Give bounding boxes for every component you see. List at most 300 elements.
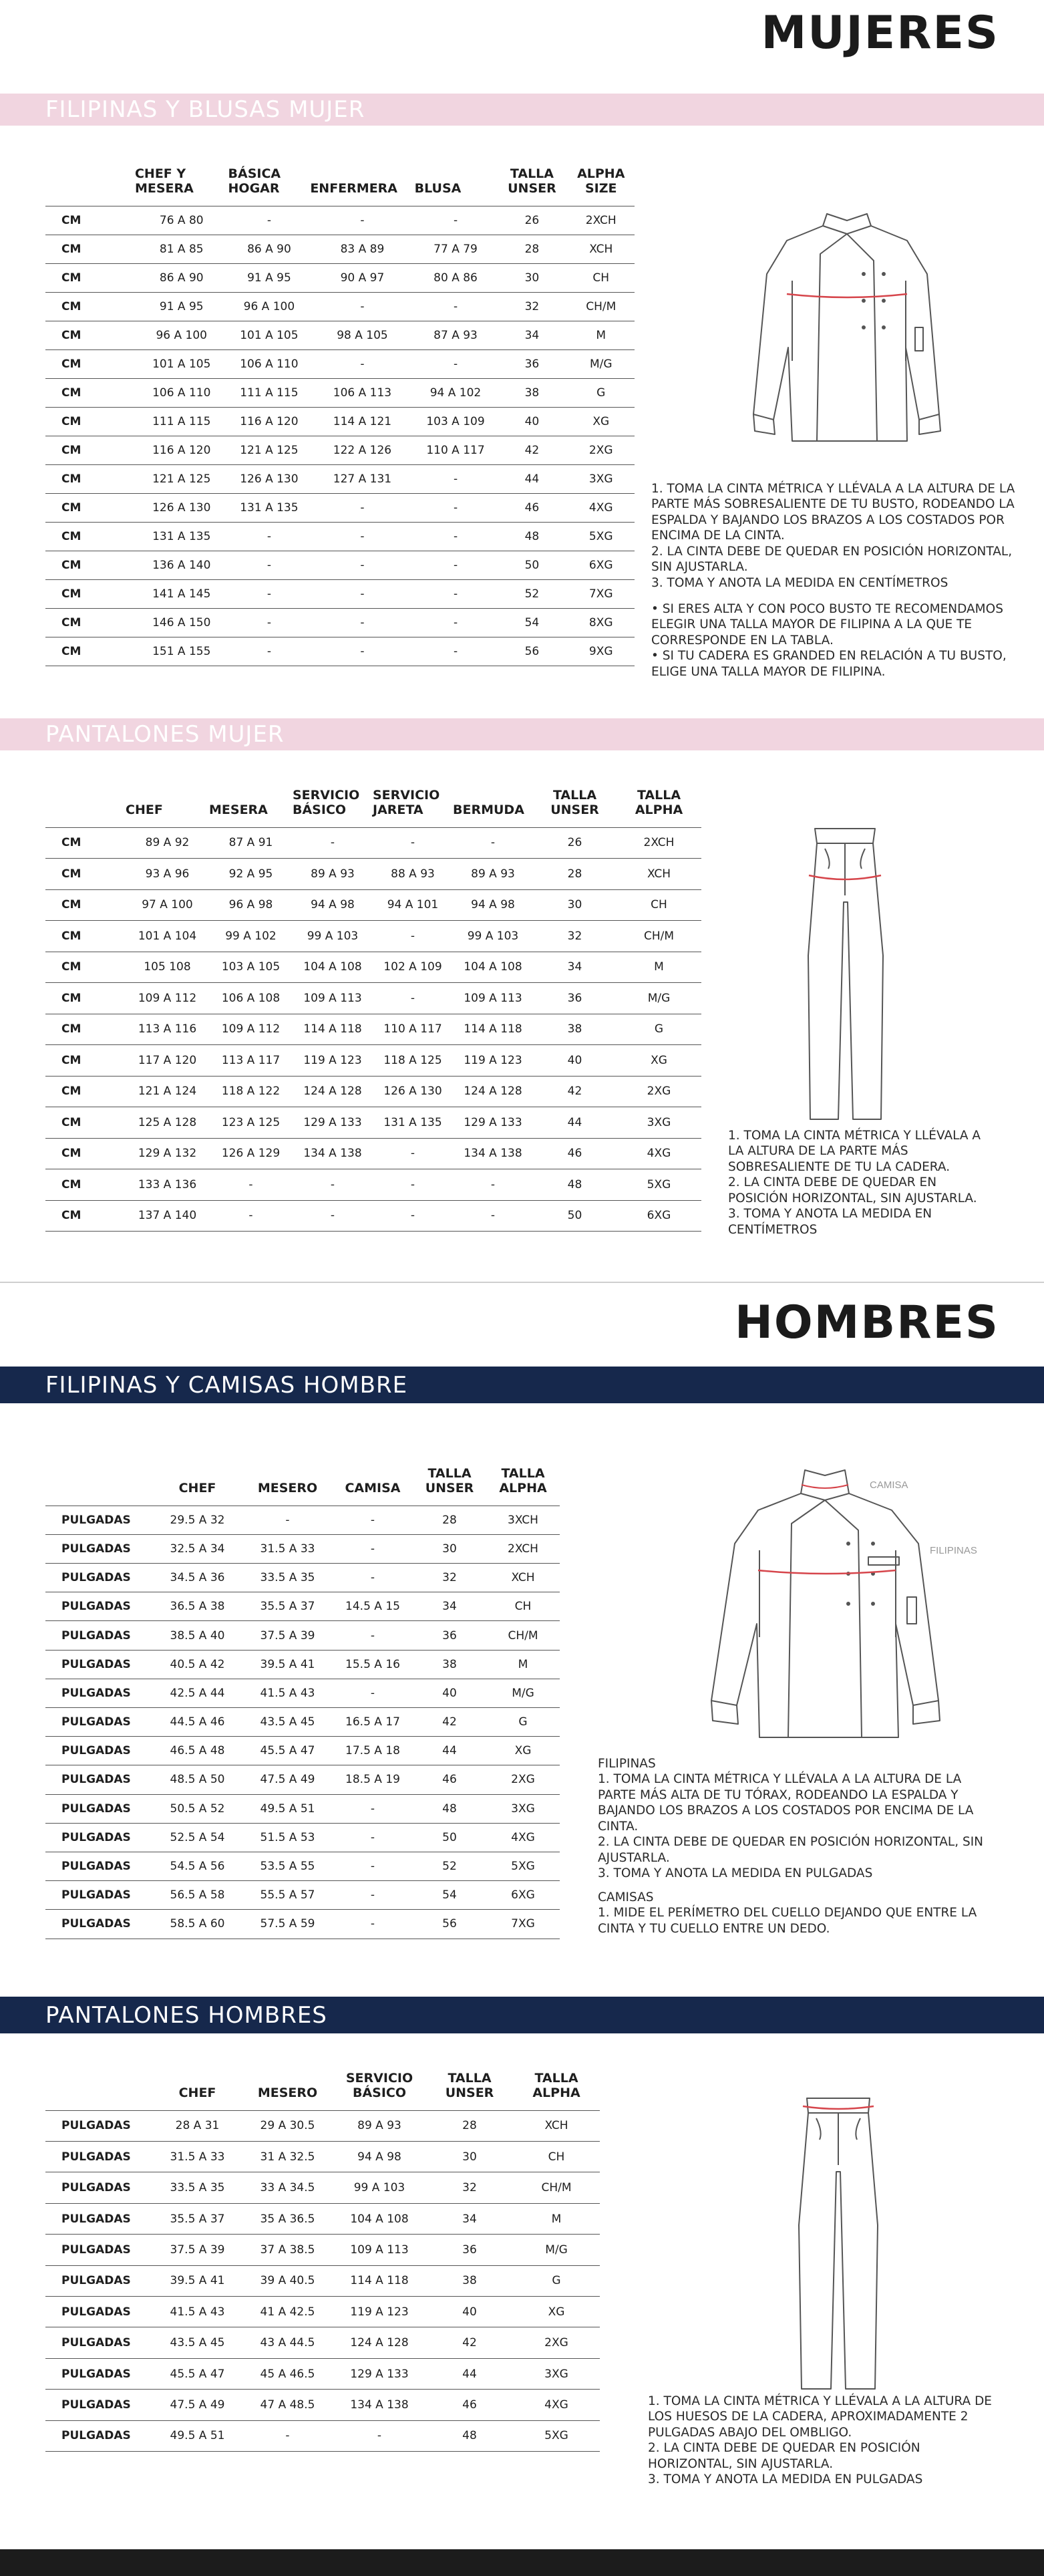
size-cell: 50 <box>413 1823 486 1852</box>
size-cell: 114 A 118 <box>293 1014 373 1045</box>
size-cell: 52 <box>413 1852 486 1880</box>
size-cell: - <box>310 349 414 378</box>
unit-cell: CM <box>45 292 135 321</box>
table-row <box>45 263 635 292</box>
unit-cell: PULGADAS <box>45 1794 152 1823</box>
table-header-row <box>45 2071 600 2110</box>
size-cell: 41 A 42.5 <box>242 2297 333 2327</box>
column-header: TALLA UNSER <box>425 1466 474 1495</box>
column-header <box>45 2071 152 2110</box>
unit-cell: PULGADAS <box>45 1650 152 1679</box>
unit-cell: CM <box>45 263 135 292</box>
size-cell: 6XG <box>617 1200 701 1232</box>
size-cell: 109 A 113 <box>453 983 533 1014</box>
size-cell: 54.5 A 56 <box>152 1852 242 1880</box>
pants-men-illustration <box>788 2092 888 2399</box>
table-row <box>45 436 635 464</box>
size-cell: 39 A 40.5 <box>242 2265 333 2296</box>
size-cell: - <box>228 522 311 551</box>
table-header-row <box>45 167 635 206</box>
size-cell: CH <box>567 263 635 292</box>
band-filipinas-blusas-mujer: FILIPINAS Y BLUSAS MUJER <box>0 94 1044 126</box>
size-cell: 31.5 A 33 <box>152 2142 242 2172</box>
size-cell: 99 A 103 <box>333 2172 426 2203</box>
size-cell: 28 <box>413 1506 486 1534</box>
size-cell: 52.5 A 54 <box>152 1823 242 1852</box>
size-cell: - <box>310 579 414 608</box>
column-header: MESERO <box>257 1480 318 1495</box>
size-cell: 42 <box>533 1076 617 1107</box>
unit-cell: PULGADAS <box>45 1910 152 1939</box>
size-cell: 54 <box>413 1881 486 1910</box>
table-row <box>45 859 701 890</box>
size-cell: 41.5 A 43 <box>152 2297 242 2327</box>
size-cell: 117 A 120 <box>126 1045 209 1077</box>
size-cell: 93 A 96 <box>126 859 209 890</box>
size-cell: 43.5 A 45 <box>152 2327 242 2358</box>
size-cell: 3XG <box>567 464 635 493</box>
column-header <box>45 167 135 206</box>
unit-cell: CM <box>45 436 135 464</box>
column-header: TALLA UNSER <box>508 166 556 196</box>
size-cell: 129 A 133 <box>293 1107 373 1139</box>
size-cell: 94 A 101 <box>373 889 453 921</box>
table-row <box>45 407 635 436</box>
size-cell: 42.5 A 44 <box>152 1679 242 1707</box>
size-cell: 131 A 135 <box>135 522 228 551</box>
table-row <box>45 1076 701 1107</box>
size-cell: CH/M <box>513 2172 600 2203</box>
table-row <box>45 1107 701 1139</box>
size-cell: 111 A 115 <box>228 378 311 407</box>
size-cell: CH <box>617 889 701 921</box>
size-cell: 94 A 98 <box>293 889 373 921</box>
size-cell: 2XG <box>486 1765 560 1794</box>
size-cell: 14.5 A 15 <box>333 1592 413 1621</box>
unit-cell: CM <box>45 206 135 235</box>
size-cell: 119 A 123 <box>453 1045 533 1077</box>
unit-cell: CM <box>45 1076 126 1107</box>
size-cell: 121 A 125 <box>135 464 228 493</box>
size-cell: 109 A 113 <box>293 983 373 1014</box>
size-cell: 126 A 129 <box>209 1138 293 1169</box>
size-cell: - <box>373 1169 453 1201</box>
size-cell: 44 <box>413 1737 486 1765</box>
unit-cell: PULGADAS <box>45 2265 152 2296</box>
column-header: SERVICIO JARETA <box>373 788 440 817</box>
size-cell: 146 A 150 <box>135 608 228 637</box>
table-row <box>45 579 635 608</box>
size-cell: - <box>415 292 497 321</box>
size-cell: 39.5 A 41 <box>242 1650 333 1679</box>
size-cell: 40 <box>496 407 567 436</box>
size-cell: 3XG <box>486 1794 560 1823</box>
table-row <box>45 1138 701 1169</box>
size-cell: CH <box>486 1592 560 1621</box>
size-cell: 109 A 113 <box>333 2235 426 2265</box>
size-cell: - <box>415 551 497 579</box>
unit-cell: PULGADAS <box>45 2235 152 2265</box>
size-cell: 141 A 145 <box>135 579 228 608</box>
size-cell: 42 <box>496 436 567 464</box>
instructions-camisas-hombre: FILIPINAS 1. TOMA LA CINTA MÉTRICA Y LLÉVALA A LA ALTURA DE LA PARTE MÁS ALTA DE TU TÓRAX, RODEANDO LA ESPALDA Y BAJANDO LOS BRAZOS A LOS COSTADOS POR ENCIMA DE LA CINTA. 2. LA CINTA DEBE DE QUEDAR EN POSICIÓN HORIZONTAL, SIN AJUSTARLA. 3. TOMA Y ANOTA LA MEDIDA EN PULGADAS <box>598 1757 983 1881</box>
size-cell: 96 A 100 <box>228 292 311 321</box>
size-cell: 98 A 105 <box>310 321 414 349</box>
table-row <box>45 1534 560 1563</box>
size-cell: XCH <box>567 235 635 263</box>
unit-cell: CM <box>45 1107 126 1139</box>
size-cell: M <box>617 952 701 983</box>
size-cell: - <box>310 551 414 579</box>
size-cell: - <box>333 2420 426 2451</box>
size-cell: 110 A 117 <box>373 1014 453 1045</box>
size-cell: - <box>310 493 414 522</box>
size-cell: 58.5 A 60 <box>152 1910 242 1939</box>
size-cell: XG <box>567 407 635 436</box>
size-cell: 32 <box>426 2172 513 2203</box>
size-cell: 89 A 92 <box>126 827 209 859</box>
size-cell: 126 A 130 <box>135 493 228 522</box>
size-cell: - <box>228 579 311 608</box>
size-cell: 4XG <box>513 2390 600 2420</box>
size-cell: 29 A 30.5 <box>242 2110 333 2141</box>
size-cell: - <box>310 637 414 666</box>
size-cell: 30 <box>426 2142 513 2172</box>
size-cell: 3XG <box>513 2358 600 2389</box>
size-cell: 35 A 36.5 <box>242 2203 333 2234</box>
table-row <box>45 551 635 579</box>
unit-cell: CM <box>45 235 135 263</box>
size-cell: 89 A 93 <box>453 859 533 890</box>
table-row <box>45 2203 600 2234</box>
size-cell: - <box>310 292 414 321</box>
chef-jacket-men-icon <box>698 1463 952 1744</box>
size-cell: 34.5 A 36 <box>152 1564 242 1592</box>
size-cell: 4XG <box>486 1823 560 1852</box>
size-cell: 43.5 A 45 <box>242 1708 333 1737</box>
size-cell: - <box>415 493 497 522</box>
unit-cell: PULGADAS <box>45 2203 152 2234</box>
size-cell: 125 A 128 <box>126 1107 209 1139</box>
size-cell: XCH <box>513 2110 600 2141</box>
size-cell: - <box>415 608 497 637</box>
size-cell: 28 <box>496 235 567 263</box>
table-row <box>45 608 635 637</box>
column-header <box>45 789 126 827</box>
size-cell: 49.5 A 51 <box>242 1794 333 1823</box>
size-cell: 26 <box>533 827 617 859</box>
size-cell: M/G <box>617 983 701 1014</box>
size-cell: 55.5 A 57 <box>242 1881 333 1910</box>
size-cell: 5XG <box>486 1852 560 1880</box>
size-cell: CH/M <box>567 292 635 321</box>
size-cell: 31 A 32.5 <box>242 2142 333 2172</box>
table-row <box>45 206 635 235</box>
size-cell: 134 A 138 <box>453 1138 533 1169</box>
size-cell: 28 A 31 <box>152 2110 242 2141</box>
size-cell: - <box>373 1138 453 1169</box>
column-header: TALLA ALPHA <box>499 1466 547 1495</box>
column-header: ALPHA SIZE <box>577 166 625 196</box>
size-cell: 126 A 130 <box>228 464 311 493</box>
size-cell: 88 A 93 <box>373 859 453 890</box>
table-row <box>45 2265 600 2296</box>
size-cell: 103 A 105 <box>209 952 293 983</box>
size-cell: 41.5 A 43 <box>242 1679 333 1707</box>
size-cell: 5XG <box>567 522 635 551</box>
size-cell: 81 A 85 <box>135 235 228 263</box>
size-cell: - <box>415 206 497 235</box>
size-cell: - <box>228 206 311 235</box>
size-cell: 42 <box>426 2327 513 2358</box>
size-cell: 35.5 A 37 <box>152 2203 242 2234</box>
size-cell: 106 A 108 <box>209 983 293 1014</box>
size-cell: 36 <box>426 2235 513 2265</box>
table-row <box>45 1592 560 1621</box>
size-cell: 87 A 93 <box>415 321 497 349</box>
size-cell: XG <box>617 1045 701 1077</box>
table-row <box>45 1650 560 1679</box>
table-row <box>45 1765 560 1794</box>
size-cell: M <box>486 1650 560 1679</box>
size-table-blusas-mujer <box>45 167 635 666</box>
hombres-title: HOMBRES <box>734 1296 999 1349</box>
size-cell: 46 <box>413 1765 486 1794</box>
size-cell: - <box>293 1169 373 1201</box>
unit-cell: CM <box>45 859 126 890</box>
size-cell: 96 A 98 <box>209 889 293 921</box>
size-cell: 94 A 98 <box>333 2142 426 2172</box>
size-cell: 101 A 104 <box>126 921 209 952</box>
size-cell: 3XCH <box>486 1506 560 1534</box>
size-cell: 48 <box>533 1169 617 1201</box>
size-cell: - <box>415 464 497 493</box>
table-row <box>45 2420 600 2451</box>
size-cell: 46 <box>426 2390 513 2420</box>
size-cell: 50.5 A 52 <box>152 1794 242 1823</box>
unit-cell: CM <box>45 637 135 666</box>
chef-jacket-women-illustration <box>740 200 954 454</box>
size-cell: - <box>293 827 373 859</box>
table-row <box>45 637 635 666</box>
size-cell: 99 A 103 <box>453 921 533 952</box>
instructions-pantalones-hombre: 1. TOMA LA CINTA MÉTRICA Y LLÉVALA A LA ALTURA DE LOS HUESOS DE LA CADERA, APROXIMADAMENTE 2 PULGADAS ABAJO DEL OMBLIGO. 2. LA CINTA DEBE DE QUEDAR EN POSICIÓN HORIZONTAL, SIN AJUSTARLA. 3. TOMA Y ANOTA LA MEDIDA EN PULGADAS <box>648 2394 993 2487</box>
size-cell: 89 A 93 <box>333 2110 426 2141</box>
size-cell: 122 A 126 <box>310 436 414 464</box>
size-cell: 6XG <box>567 551 635 579</box>
size-cell: 45 A 46.5 <box>242 2358 333 2389</box>
size-cell: - <box>333 1679 413 1707</box>
size-cell: 50 <box>496 551 567 579</box>
table-row <box>45 464 635 493</box>
size-cell: 129 A 132 <box>126 1138 209 1169</box>
size-cell: 151 A 155 <box>135 637 228 666</box>
column-header: TALLA UNSER <box>445 2071 494 2100</box>
size-cell: 94 A 98 <box>453 889 533 921</box>
size-cell: 40.5 A 42 <box>152 1650 242 1679</box>
unit-cell: CM <box>45 889 126 921</box>
unit-cell: CM <box>45 1169 126 1201</box>
size-cell: 3XG <box>617 1107 701 1139</box>
size-cell: 92 A 95 <box>209 859 293 890</box>
size-cell: 30 <box>413 1534 486 1563</box>
size-cell: 105 108 <box>126 952 209 983</box>
size-cell: 104 A 108 <box>333 2203 426 2234</box>
size-cell: 53.5 A 55 <box>242 1852 333 1880</box>
column-header: CHEF <box>178 2085 216 2100</box>
table-row <box>45 1910 560 1939</box>
size-cell: 6XG <box>486 1881 560 1910</box>
size-cell: 83 A 89 <box>310 235 414 263</box>
size-cell: 44.5 A 46 <box>152 1708 242 1737</box>
instructions-blusas-mujer: 1. TOMA LA CINTA MÉTRICA Y LLÉVALA A LA ALTURA DE LA PARTE MÁS SOBRESALIENTE DE TU BUSTO, RODEANDO LA ESPALDA Y BAJANDO LOS BRAZOS A LOS COSTADOS POR ENCIMA DE LA CINTA. 2. LA CINTA DEBE DE QUEDAR EN POSICIÓN HORIZONTAL, SIN AJUSTARLA. 3. TOMA Y ANOTA LA MEDIDA EN CENTÍMETROS <box>651 482 1015 590</box>
size-cell: 48.5 A 50 <box>152 1765 242 1794</box>
table-header-row <box>45 789 701 827</box>
size-cell: M <box>567 321 635 349</box>
size-cell: XCH <box>486 1564 560 1592</box>
column-header: CHEF <box>126 802 163 817</box>
unit-cell: PULGADAS <box>45 2172 152 2203</box>
size-cell: 47.5 A 49 <box>242 1765 333 1794</box>
size-cell: 91 A 95 <box>228 263 311 292</box>
size-cell: 4XG <box>567 493 635 522</box>
table-row <box>45 378 635 407</box>
unit-cell: CM <box>45 349 135 378</box>
size-cell: 40 <box>426 2297 513 2327</box>
size-cell: CH/M <box>617 921 701 952</box>
unit-cell: CM <box>45 522 135 551</box>
size-cell: - <box>373 1200 453 1232</box>
unit-cell: PULGADAS <box>45 2327 152 2358</box>
size-cell: 7XG <box>486 1910 560 1939</box>
table-row <box>45 2172 600 2203</box>
table-row <box>45 1708 560 1737</box>
size-cell: 42 <box>413 1708 486 1737</box>
size-cell: 116 A 120 <box>135 436 228 464</box>
unit-cell: PULGADAS <box>45 1592 152 1621</box>
size-cell: G <box>617 1014 701 1045</box>
table-row <box>45 2110 600 2141</box>
table-row <box>45 1564 560 1592</box>
size-cell: 134 A 138 <box>293 1138 373 1169</box>
table-row <box>45 1506 560 1534</box>
size-cell: 7XG <box>567 579 635 608</box>
pants-women-icon <box>798 822 892 1129</box>
size-table-pantalones-mujer <box>45 789 701 1232</box>
size-cell: 18.5 A 19 <box>333 1765 413 1794</box>
size-cell: 38 <box>496 378 567 407</box>
size-cell: 103 A 109 <box>415 407 497 436</box>
unit-cell: PULGADAS <box>45 1852 152 1880</box>
unit-cell: CM <box>45 921 126 952</box>
size-cell: 40 <box>413 1679 486 1707</box>
size-cell: 38.5 A 40 <box>152 1621 242 1650</box>
size-cell: - <box>415 579 497 608</box>
table-row <box>45 1200 701 1232</box>
unit-cell: PULGADAS <box>45 2420 152 2451</box>
table-row <box>45 1169 701 1201</box>
size-cell: - <box>373 827 453 859</box>
unit-cell: PULGADAS <box>45 2110 152 2141</box>
size-cell: - <box>293 1200 373 1232</box>
unit-cell: CM <box>45 1138 126 1169</box>
size-cell: 51.5 A 53 <box>242 1823 333 1852</box>
size-cell: M/G <box>513 2235 600 2265</box>
table-row <box>45 889 701 921</box>
unit-cell: PULGADAS <box>45 2358 152 2389</box>
size-cell: 118 A 125 <box>373 1045 453 1077</box>
table-row <box>45 292 635 321</box>
size-cell: 39.5 A 41 <box>152 2265 242 2296</box>
size-cell: XCH <box>617 859 701 890</box>
unit-cell: CM <box>45 983 126 1014</box>
size-cell: 127 A 131 <box>310 464 414 493</box>
size-cell: - <box>242 2420 333 2451</box>
unit-cell: CM <box>45 1014 126 1045</box>
unit-cell: CM <box>45 493 135 522</box>
unit-cell: PULGADAS <box>45 1737 152 1765</box>
pants-men-icon <box>788 2092 888 2399</box>
size-cell: 44 <box>426 2358 513 2389</box>
size-cell: 133 A 136 <box>126 1169 209 1201</box>
unit-cell: CM <box>45 464 135 493</box>
unit-cell: CM <box>45 952 126 983</box>
band-filipinas-camisas-hombre: FILIPINAS Y CAMISAS HOMBRE <box>0 1367 1044 1403</box>
size-cell: 2XG <box>513 2327 600 2358</box>
unit-cell: PULGADAS <box>45 1621 152 1650</box>
size-cell: - <box>373 921 453 952</box>
size-cell: 48 <box>413 1794 486 1823</box>
table-row <box>45 2358 600 2389</box>
size-cell: 99 A 102 <box>209 921 293 952</box>
unit-cell: PULGADAS <box>45 1708 152 1737</box>
column-header: SERVICIO BÁSICO <box>293 788 360 817</box>
table-row <box>45 1621 560 1650</box>
size-cell: - <box>333 1506 413 1534</box>
size-cell: - <box>310 608 414 637</box>
table-row <box>45 2327 600 2358</box>
size-cell: 45.5 A 47 <box>152 2358 242 2389</box>
size-cell: 118 A 122 <box>209 1076 293 1107</box>
unit-cell: CM <box>45 1045 126 1077</box>
size-cell: 26 <box>496 206 567 235</box>
size-cell: G <box>486 1708 560 1737</box>
size-cell: G <box>567 378 635 407</box>
size-cell: 57.5 A 59 <box>242 1910 333 1939</box>
unit-cell: PULGADAS <box>45 2297 152 2327</box>
chef-jacket-women-icon <box>740 200 954 454</box>
size-cell: 46 <box>496 493 567 522</box>
size-cell: 99 A 103 <box>293 921 373 952</box>
size-cell: 56 <box>413 1910 486 1939</box>
unit-cell: PULGADAS <box>45 2390 152 2420</box>
size-cell: 113 A 116 <box>126 1014 209 1045</box>
size-cell: 15.5 A 16 <box>333 1650 413 1679</box>
size-cell: 48 <box>496 522 567 551</box>
size-cell: 2XCH <box>486 1534 560 1563</box>
size-cell: 47.5 A 49 <box>152 2390 242 2420</box>
size-cell: 34 <box>533 952 617 983</box>
size-cell: 32.5 A 34 <box>152 1534 242 1563</box>
label-camisa: CAMISA <box>870 1479 908 1491</box>
size-cell: 30 <box>533 889 617 921</box>
pants-women-illustration <box>798 822 892 1129</box>
size-cell: 89 A 93 <box>293 859 373 890</box>
column-header: SERVICIO BÁSICO <box>345 2071 413 2100</box>
size-cell: G <box>513 2265 600 2296</box>
size-cell: CH <box>513 2142 600 2172</box>
size-cell: - <box>333 1852 413 1880</box>
